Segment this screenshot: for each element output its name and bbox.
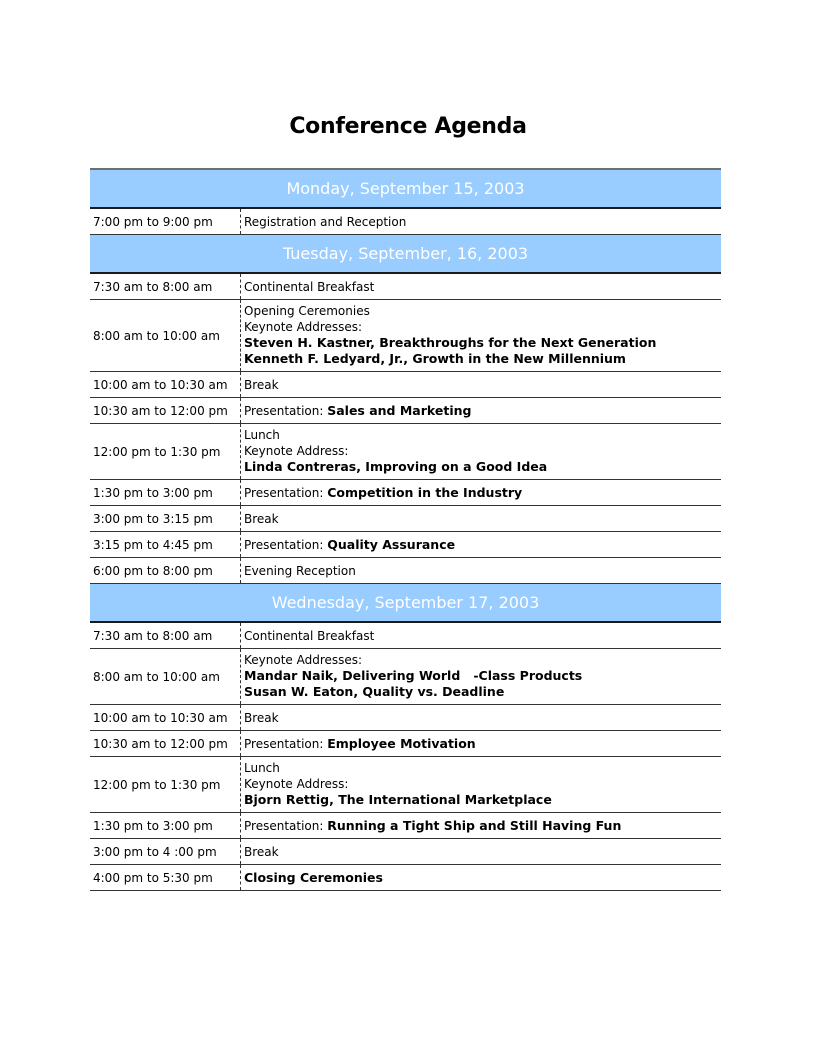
session-row [90, 274, 721, 300]
description-line [244, 652, 721, 668]
description-text: Opening Ceremonies [244, 304, 370, 318]
description-line [244, 628, 721, 644]
description-line [244, 818, 721, 834]
session-row [90, 300, 721, 372]
session-row [90, 558, 721, 584]
description-line [244, 736, 721, 752]
description-bold-text: Competition in the Industry [327, 484, 523, 500]
session-description [240, 398, 721, 423]
session-time: 7:30 am to 8:00 am [93, 628, 213, 643]
session-row [90, 839, 721, 865]
session-row [90, 813, 721, 839]
description-text: Break [244, 377, 279, 392]
agenda-table [90, 168, 721, 891]
session-time: 12:00 pm to 1:30 pm [93, 777, 221, 792]
session-description [240, 649, 721, 704]
description-bold-text: Bjorn Rettig, The International Marketplace [244, 792, 552, 807]
session-time: 7:30 am to 8:00 am [93, 279, 213, 294]
description-text: Break [244, 710, 279, 725]
session-row [90, 623, 721, 649]
session-description [240, 813, 721, 838]
description-text: Keynote Addresses: [244, 320, 363, 334]
description-text: Presentation: [244, 818, 328, 833]
session-description [240, 274, 721, 299]
session-time: 4:00 pm to 5:30 pm [93, 870, 213, 885]
session-row [90, 705, 721, 731]
description-text: Presentation: [244, 736, 328, 751]
description-bold-text: Linda Contreras, Improving on a Good Idea [244, 459, 548, 474]
description-line [244, 563, 721, 579]
description-text: Keynote Addresses: [244, 653, 363, 667]
description-bold-text: Running a Tight Ship and Still Having Fun [327, 817, 622, 833]
description-bold-text: Steven H. Kastner, Breakthroughs for the Next Generation [244, 335, 657, 350]
session-row [90, 424, 721, 480]
session-time: 10:00 am to 10:30 am [93, 710, 228, 725]
session-description [240, 623, 721, 648]
description-line [244, 377, 721, 393]
description-line [244, 776, 721, 792]
description-line [244, 303, 721, 319]
description-text: Lunch [244, 761, 280, 775]
session-time: 3:00 pm to 3:15 pm [93, 511, 213, 526]
session-time: 1:30 pm to 3:00 pm [93, 485, 213, 500]
description-line [244, 214, 721, 230]
description-text: Continental Breakfast [244, 628, 375, 643]
session-description [240, 209, 721, 234]
session-time: 12:00 pm to 1:30 pm [93, 444, 221, 459]
session-time: 8:00 am to 10:00 am [93, 669, 220, 684]
description-text: Presentation: [244, 403, 328, 418]
session-time: 6:00 pm to 8:00 pm [93, 563, 213, 578]
description-line [244, 760, 721, 776]
session-description [240, 839, 721, 864]
description-line [244, 684, 721, 700]
session-row [90, 731, 721, 757]
session-description [240, 480, 721, 505]
session-description [240, 506, 721, 531]
description-bold-text: Employee Motivation [327, 735, 476, 751]
description-line [244, 335, 721, 351]
session-time: 10:30 am to 12:00 pm [93, 403, 228, 418]
session-time: 3:15 pm to 4:45 pm [93, 537, 213, 552]
description-line [244, 403, 721, 419]
description-text: Keynote Address: [244, 777, 349, 791]
session-description [240, 424, 721, 479]
day-header: Tuesday, September, 16, 2003 [90, 235, 721, 274]
session-description [240, 705, 721, 730]
description-bold-text: Quality Assurance [327, 536, 456, 552]
description-text: Evening Reception [244, 563, 356, 578]
description-line [244, 319, 721, 335]
session-description [240, 300, 721, 371]
session-description [240, 532, 721, 557]
description-line [244, 485, 721, 501]
description-line [244, 792, 721, 808]
session-time: 1:30 pm to 3:00 pm [93, 818, 213, 833]
session-time: 8:00 am to 10:00 am [93, 328, 220, 343]
session-row [90, 865, 721, 891]
description-text: Break [244, 844, 279, 859]
session-time: 10:00 am to 10:30 am [93, 377, 228, 392]
session-row [90, 372, 721, 398]
description-text: Presentation: [244, 537, 328, 552]
description-line [244, 279, 721, 295]
description-line [244, 511, 721, 527]
description-line [244, 668, 721, 684]
description-line [244, 427, 721, 443]
description-line [244, 459, 721, 475]
session-row [90, 649, 721, 705]
session-row [90, 506, 721, 532]
description-bold-text: Sales and Marketing [327, 402, 472, 418]
description-text: Presentation: [244, 485, 328, 500]
description-line [244, 443, 721, 459]
session-row [90, 532, 721, 558]
page-title: Conference Agenda [289, 114, 527, 139]
session-row [90, 209, 721, 235]
day-header: Wednesday, September 17, 2003 [90, 584, 721, 623]
description-text: Break [244, 511, 279, 526]
description-line [244, 844, 721, 860]
description-text: Keynote Address: [244, 444, 349, 458]
session-time: 3:00 pm to 4 :00 pm [93, 844, 217, 859]
description-line [244, 351, 721, 367]
session-row [90, 757, 721, 813]
description-bold-text: Kenneth F. Ledyard, Jr., Growth in the New Millennium [244, 351, 626, 366]
description-line [244, 537, 721, 553]
session-description [240, 558, 721, 583]
description-line [244, 710, 721, 726]
description-line [244, 870, 721, 886]
session-description [240, 757, 721, 812]
description-bold-text: Mandar Naik, Delivering World -Class Products [244, 668, 583, 683]
session-time: 10:30 am to 12:00 pm [93, 736, 228, 751]
session-time: 7:00 pm to 9:00 pm [93, 214, 213, 229]
session-row [90, 398, 721, 424]
description-bold-text: Susan W. Eaton, Quality vs. Deadline [244, 684, 505, 699]
description-text: Continental Breakfast [244, 279, 375, 294]
day-header: Monday, September 15, 2003 [90, 170, 721, 209]
session-description [240, 731, 721, 756]
description-bold-text: Closing Ceremonies [244, 869, 383, 885]
description-text: Lunch [244, 428, 280, 442]
session-description [240, 865, 721, 890]
session-description [240, 372, 721, 397]
description-text: Registration and Reception [244, 214, 407, 229]
session-row [90, 480, 721, 506]
